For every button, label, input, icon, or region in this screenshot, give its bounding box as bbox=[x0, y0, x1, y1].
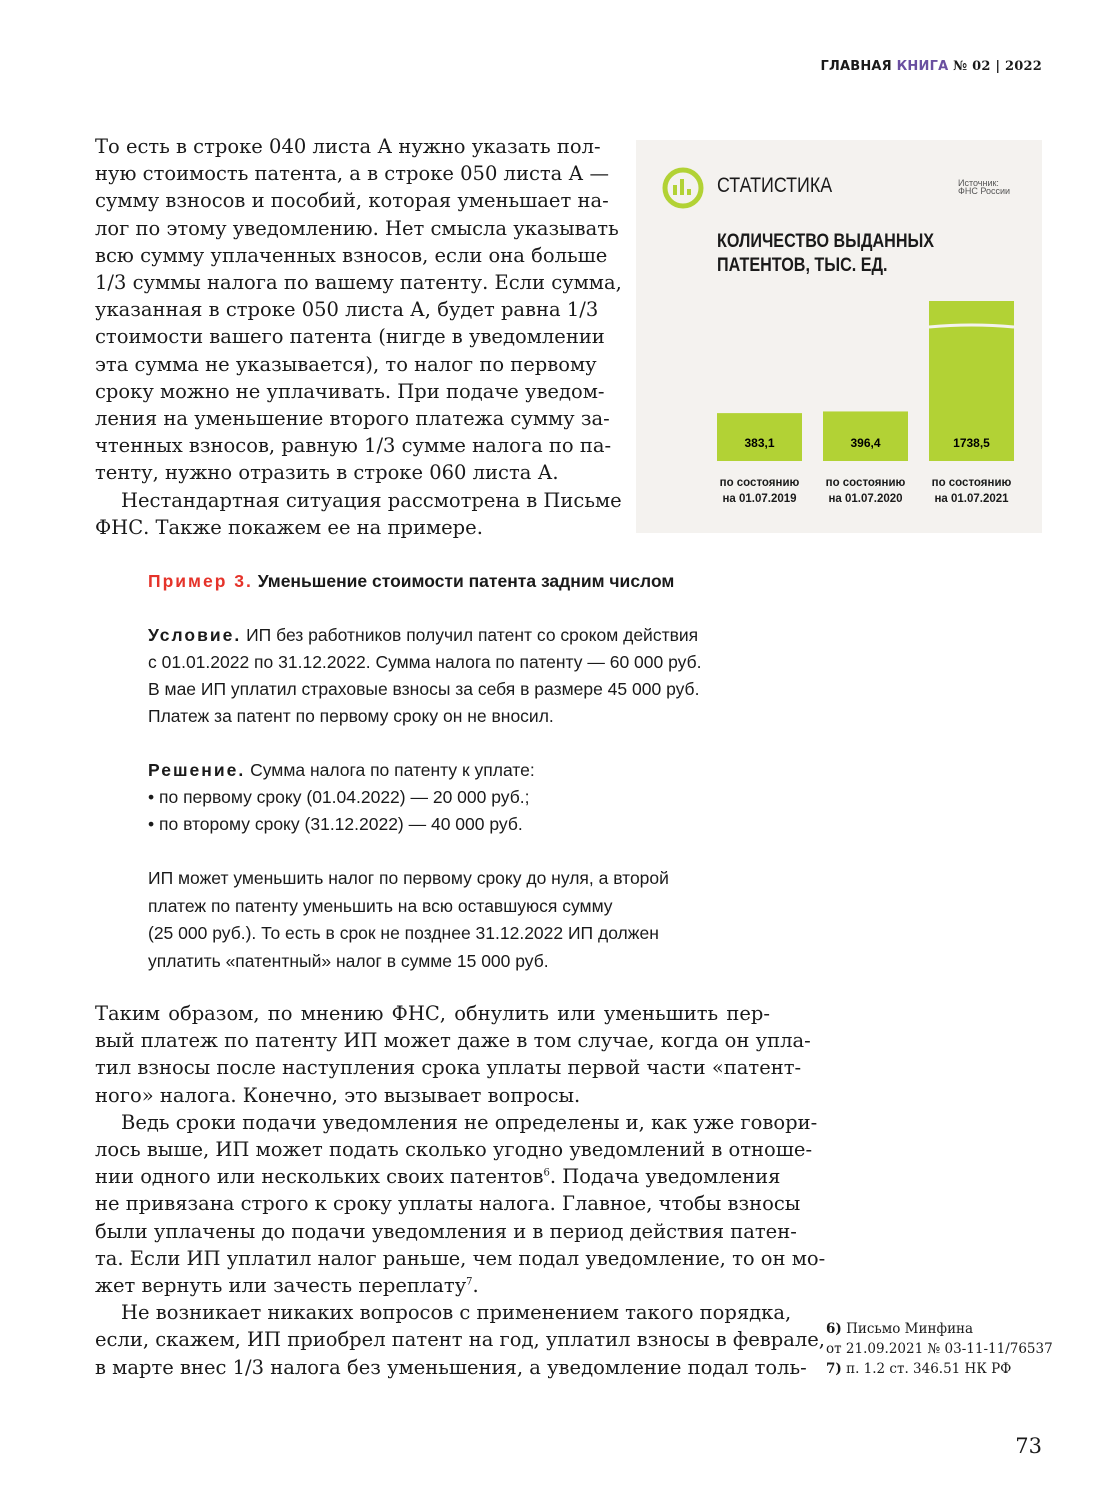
text-line: жет вернуть или зачесть переплату$^7$. bbox=[95, 1274, 479, 1298]
issue-number: № 02 | 2022 bbox=[953, 59, 1042, 74]
example-condition: Условие. ИП без работников получил патент со сроком действия с 01.01.2022 по 31.12.2022. Сумма налога по патенту — 60 000 руб. В мае ИП уплатил страховые взносы за себя в размере 45 000 руб. Платеж за патент по первому сроку он не вносил. bbox=[148, 625, 702, 726]
bar-value-label: 1738,5 bbox=[953, 436, 990, 450]
text-line: сумму взносов и пособий, которая уменьшает на- bbox=[95, 189, 609, 213]
bar-value-label: 396,4 bbox=[850, 436, 881, 450]
bottom-text-column bbox=[95, 1000, 826, 1381]
text-line: чтенных взносов, равную 1/3 сумме налога по па- bbox=[95, 434, 612, 458]
brand-name-accent: КНИГА bbox=[896, 59, 949, 74]
brand-name: ГЛАВНАЯ bbox=[820, 59, 892, 74]
category-label: по состоянию на 01.07.2020 bbox=[825, 477, 906, 505]
chart-title: КОЛИЧЕСТВО ВЫДАННЫХ ПАТЕНТОВ, ТЫС. ЕД. bbox=[717, 231, 935, 276]
text-line: нии одного или нескольких своих патентов$^6$. Подача уведомления bbox=[95, 1165, 781, 1189]
example-solution: Решение. Сумма налога по патенту к уплате: • по первому сроку (01.04.2022) — 20 000 руб.; • по второму сроку (31.12.2022) — 40 000 руб. bbox=[148, 757, 535, 838]
text-line: не привязана строго к сроку уплаты налога. Главное, чтобы взносы bbox=[95, 1192, 801, 1216]
text-line: Таким образом, по мнению ФНС, обнулить или уменьшить пер- bbox=[95, 1002, 770, 1025]
footnotes: 6) Письмо Минфина от 21.09.2021 № 03-11-11/76537 7) п. 1.2 ст. 346.51 НК РФ bbox=[826, 1321, 1053, 1377]
text-line: ную стоимость патента, а в строке 050 листа А — bbox=[95, 162, 609, 186]
bar-value-label: 383,1 bbox=[744, 436, 775, 450]
example-conclusion: ИП может уменьшить налог по первому сроку до нуля, а второй платеж по патенту уменьшить на всю оставшуюся сумму (25 000 руб.). То есть в срок не позднее 31.12.2022 ИП должен уплатить «патентный» налог в сумме 15 000 руб. bbox=[148, 868, 669, 971]
text-line: в марте внес 1/3 налога без уменьшения, а уведомление подал толь- bbox=[95, 1355, 807, 1379]
text-line: стоимости вашего патента (нигде в уведомлении bbox=[95, 325, 605, 349]
stat-label: СТАТИСТИКА bbox=[717, 174, 833, 197]
text-line: указанная в строке 050 листа А, будет равна 1/3 bbox=[95, 298, 599, 322]
text-line: Ведь сроки подачи уведомления не определены и, как уже говори- bbox=[121, 1110, 818, 1134]
text-line: лог по этому уведомлению. Нет смысла указывать bbox=[95, 216, 619, 240]
statistics-box bbox=[636, 140, 1042, 533]
text-line: ФНС. Также покажем ее на примере. bbox=[95, 515, 483, 539]
text-line: та. Если ИП уплатил налог раньше, чем подал уведомление, то он мо- bbox=[95, 1246, 826, 1270]
example-title bbox=[148, 568, 674, 595]
text-line: Не возникает никаких вопросов с применением такого порядка, bbox=[121, 1301, 792, 1325]
example-heading: Уменьшение стоимости патента задним числом bbox=[257, 571, 675, 591]
text-line: если, скажем, ИП приобрел патент на год, уплатил взносы в феврале, bbox=[95, 1328, 825, 1352]
bullet-item: • по первому сроку (01.04.2022) — 20 000 руб.; bbox=[148, 787, 530, 807]
bullet-item: • по второму сроку (31.12.2022) — 40 000 руб. bbox=[148, 814, 523, 834]
text-line: лось выше, ИП может подать сколько угодно уведомлений в отноше- bbox=[95, 1138, 813, 1162]
text-line: эта сумма не указывается), то налог по первому bbox=[95, 352, 597, 376]
text-line: всю сумму уплаченных взносов, если она больше bbox=[95, 243, 608, 267]
footnote-ref[interactable]: 6 bbox=[543, 1167, 550, 1179]
example-label: Пример 3. bbox=[148, 571, 253, 591]
text-line: Нестандартная ситуация рассмотрена в Письме bbox=[121, 488, 622, 512]
page-number: 73 bbox=[1015, 1434, 1042, 1458]
running-header bbox=[820, 59, 1042, 74]
text-line: сроку можно не уплачивать. При подаче уведом- bbox=[95, 379, 605, 403]
text-line: тенту, нужно отразить в строке 060 листа А. bbox=[95, 461, 559, 485]
text-line: ного» налога. Конечно, это вызывает вопросы. bbox=[95, 1083, 581, 1107]
text-line: вый платеж по патенту ИП может даже в том случае, когда он упла- bbox=[95, 1029, 811, 1053]
category-label: по состоянию на 01.07.2021 bbox=[931, 477, 1012, 505]
top-text-column bbox=[95, 133, 622, 541]
text-line: То есть в строке 040 листа А нужно указать пол- bbox=[95, 135, 601, 158]
text-line: ления на уменьшение второго платежа сумму за- bbox=[95, 407, 610, 431]
text-line: были уплачены до подачи уведомления и в период действия патен- bbox=[95, 1219, 797, 1243]
footnote-ref[interactable]: 7 bbox=[466, 1276, 473, 1288]
source-note: Источник: ФНС России bbox=[958, 178, 1011, 196]
chart-icon bbox=[665, 170, 701, 206]
category-label: по состоянию на 01.07.2019 bbox=[719, 477, 800, 505]
text-line: тил взносы после наступления срока уплаты первой части «патент- bbox=[95, 1056, 802, 1080]
text-line: 1/3 суммы налога по вашему патенту. Если сумма, bbox=[95, 271, 622, 295]
